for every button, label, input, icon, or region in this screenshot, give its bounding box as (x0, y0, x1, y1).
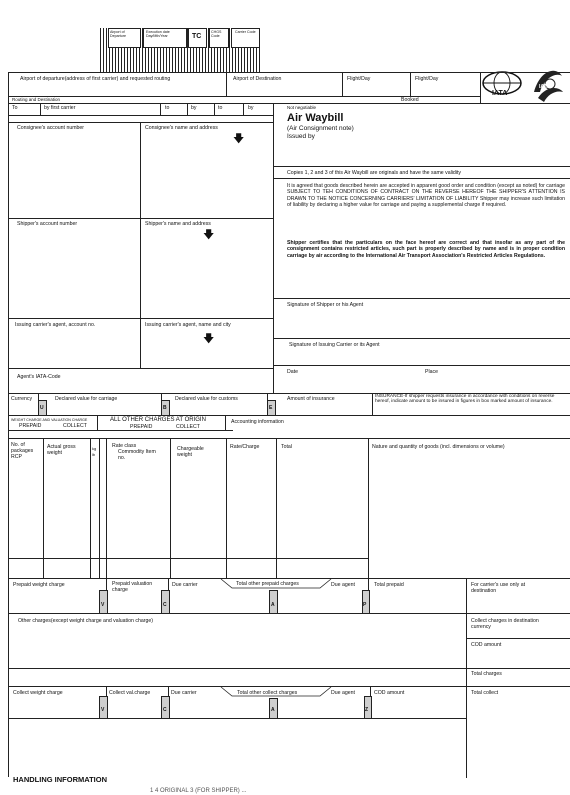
rule (99, 438, 100, 578)
iata-emblem (530, 62, 566, 106)
nature-goods-label: Nature and quantity of goods (incl. dimensions or volume) (372, 444, 505, 450)
collect-charges-label: Collect charges in destination currency (471, 618, 539, 631)
issuing-name-label: Issuing carrier's agent, name and city (145, 322, 231, 328)
departure-code-label: Airport of Departure (110, 30, 126, 39)
by-first-carrier-label: by first carrier (44, 105, 76, 111)
agent-iata-label: Agent's IATA-Code (17, 374, 61, 380)
rule (8, 115, 273, 116)
rate-class-label: Rate class (112, 443, 137, 449)
weight-charge-label: WEIGHT CHARGE AND VALUATION CHARGE (11, 418, 88, 422)
due-agent-label: Due agent (331, 582, 355, 588)
rule (466, 578, 467, 778)
to-label: To (12, 105, 18, 111)
cod-amount-label: COD amount (471, 642, 502, 648)
rule (8, 613, 570, 614)
kg-lb-label: kg lb (92, 446, 97, 457)
rule (273, 298, 570, 299)
airport-destination-label: Airport of Destination (233, 76, 282, 82)
prepaid-weight-label: Prepaid weight charge (13, 582, 65, 588)
pieces-text: No. of packages RCP (11, 442, 34, 460)
shipper-account-label: Shipper's account number (17, 221, 78, 227)
amount-insurance-label: Amount of insurance (287, 396, 335, 402)
declared-carriage-label: Declared value for carriage (55, 396, 118, 402)
due-carrier2-label: Due carrier (171, 690, 197, 696)
collect2-label: COLLECT (176, 424, 200, 430)
carrier-use-label: For carrier's use only at destination (471, 582, 526, 595)
departure-code-box[interactable] (108, 28, 141, 48)
rule (342, 72, 343, 96)
iata-logo (480, 70, 524, 100)
iata-logo-text: IATA (492, 90, 508, 97)
rule (226, 438, 227, 578)
rule (140, 318, 141, 368)
consignee-account-label: Consignee's account number (17, 125, 85, 131)
v-letter: V (101, 602, 105, 608)
rule (368, 438, 369, 578)
a2-letter: A (271, 707, 275, 713)
rule (140, 122, 141, 218)
certification-text: Shipper certifies that the particulars on the face hereof are correct and that insofar as any part of the consignment contains restricted articles, such part is properly described by name and is in proper condition carriage by air according to the International Air Transport Association's Restricted Articles Regulations. (287, 240, 565, 259)
arrow-down-icon: 🡇 (203, 333, 215, 345)
rule (372, 393, 373, 415)
issuing-account-label: Issuing carrier's agent, account no. (15, 322, 96, 328)
chargeable-weight-label: Chargeable weight (177, 446, 204, 459)
rule (8, 438, 570, 439)
prepaid-valuation-label: Prepaid valuation charge (112, 581, 153, 594)
rule (225, 415, 226, 430)
total-label: Total (281, 444, 292, 450)
rule (480, 72, 481, 103)
rule (40, 103, 41, 115)
rule (8, 668, 570, 669)
currency-label: Currency (11, 396, 33, 402)
declared-customs-label: Declared value for customs (175, 396, 238, 402)
insurance-note: INSURANCE-If shipper requests insurance in accordance with conditions on reverse hereof, indicate amount to be insured in figures in box marked amount of insurance. (375, 394, 555, 405)
c2-letter: C (163, 707, 167, 713)
conditions-text: It is agreed that goods described herein are accepted in apparent good order and condition (except as noted) for carriage SUBJECT TO TEH CONDITIONS OF CONTRACT ON THE REVERSE HEREOF THE SHIPPER'S ATTENTION IS DRAWN TO THE NOTICE CONCERNING CARRIERS' LIMITATION OF LIABILITY Shipper may increase such limitation of liability by declaring a higher value for carriage and paying a supplemental charge if required. (287, 183, 565, 209)
copies-text: Copies 1, 2 and 3 of this Air Waybill are originals and have the same validity (287, 170, 461, 176)
shipper-name-label: Shipper's name and address (145, 221, 211, 227)
collect-val-label: Collect val.charge (109, 690, 151, 696)
accounting-label: Accounting information (231, 419, 284, 425)
rule (8, 430, 233, 431)
p-letter: P (363, 602, 367, 608)
prepaid-label: PREPAID (19, 423, 42, 429)
rule (8, 72, 570, 73)
flight-day-2-label: Flight/Day (415, 76, 439, 82)
all-other-charges-label: ALL OTHER CHARGES AT ORIGIN (110, 417, 206, 423)
by2-label: by (191, 105, 197, 111)
iata-emblem-text: IATA (539, 84, 550, 90)
air-waybill-title: Air Waybill (287, 112, 344, 124)
tc-box[interactable] (188, 28, 207, 48)
rule (276, 438, 277, 578)
rule (273, 103, 274, 393)
carrier-code-label: Carrier Code (235, 30, 256, 34)
handling-information-label: HANDLING INFORMATION (13, 775, 108, 784)
rule (170, 438, 171, 578)
u-letter: U (40, 405, 44, 411)
arrow-down-icon: 🡇 (203, 229, 215, 241)
rule (8, 415, 570, 416)
routing-label: Routing and Destination (12, 97, 61, 102)
rule (187, 103, 188, 115)
total-collect-label: Total collect (471, 690, 499, 696)
footer-text: 1 4 ORIGINAL 3 (FOR SHIPPER) ... (150, 788, 247, 794)
signature-shipper-label: Signature of Shipper or his Agent (287, 302, 364, 308)
chgs-code-box[interactable] (209, 28, 229, 48)
e-letter: E (269, 405, 273, 411)
rule (410, 72, 411, 96)
chgs-code-label: CHGS Code (211, 30, 222, 39)
rule (226, 72, 227, 96)
booked-label: Booked (401, 97, 419, 103)
rule (273, 338, 570, 339)
signature-carrier-label: Signature of Issuing Carrier or its Agent (289, 342, 380, 348)
total-prepaid-label: Total prepaid (374, 582, 404, 588)
execution-date-label: Execution date Day/Mth/Year (146, 30, 170, 39)
rule (8, 103, 570, 104)
rule (8, 718, 466, 719)
not-negotiable-label: Not negotiable (287, 105, 317, 110)
air-consignment-subtitle: (Air Consignment note) (287, 125, 354, 132)
total-other-collect-label: Total other collect charges (237, 690, 298, 696)
rule (140, 218, 141, 318)
consignee-name-label: Consignee's name and address (145, 125, 218, 131)
to2-label: to (165, 105, 170, 111)
due-carrier-label: Due carrier (172, 582, 198, 588)
rule (8, 558, 368, 559)
v2-letter: V (101, 707, 105, 713)
airport-departure-label: Airport of departure(address of first carrier) and requested routing (20, 76, 171, 82)
date-label: Date (287, 369, 298, 375)
rule (273, 166, 570, 167)
b-letter: B (163, 405, 167, 411)
gross-weight-label: Actual gross weight (47, 444, 76, 457)
carrier-code-box[interactable] (231, 28, 260, 48)
total-charges-label: Total charges (471, 671, 502, 677)
other-charges-label: Other charges(except weight charge and valuation charge) (18, 618, 153, 624)
collect-weight-label: Collect weight charge (13, 690, 63, 696)
issued-by-label: Issued by (287, 133, 315, 140)
rule (90, 438, 91, 578)
rule (160, 103, 161, 115)
rule (466, 638, 570, 639)
rule (8, 72, 9, 777)
cod-amount2-label: COD amount (374, 690, 405, 696)
rule (243, 103, 244, 115)
commodity-label: Commodity Item no. (118, 449, 156, 462)
execution-date-box[interactable] (143, 28, 187, 48)
rate-charge-label: Rate/Charge (230, 444, 260, 450)
a-letter: A (271, 602, 275, 608)
to3-label: to (218, 105, 223, 111)
rule (273, 178, 570, 179)
z-letter: Z (365, 707, 369, 713)
by3-label: by (248, 105, 254, 111)
rule (8, 368, 273, 369)
place-label: Place (425, 369, 438, 375)
arrow-down-icon: 🡇 (233, 133, 245, 145)
tc-label: TC (192, 33, 202, 40)
rule (97, 415, 98, 430)
due-agent2-label: Due agent (331, 690, 355, 696)
total-other-prepaid-label: Total other prepaid charges (236, 581, 299, 587)
rule (273, 365, 570, 366)
pieces-label (11, 442, 39, 460)
prepaid2-label: PREPAID (130, 424, 153, 430)
c-letter: C (163, 602, 167, 608)
rule (214, 103, 215, 115)
collect-label: COLLECT (63, 423, 87, 429)
rule (43, 438, 44, 578)
rule (106, 438, 107, 578)
flight-day-1-label: Flight/Day (347, 76, 371, 82)
